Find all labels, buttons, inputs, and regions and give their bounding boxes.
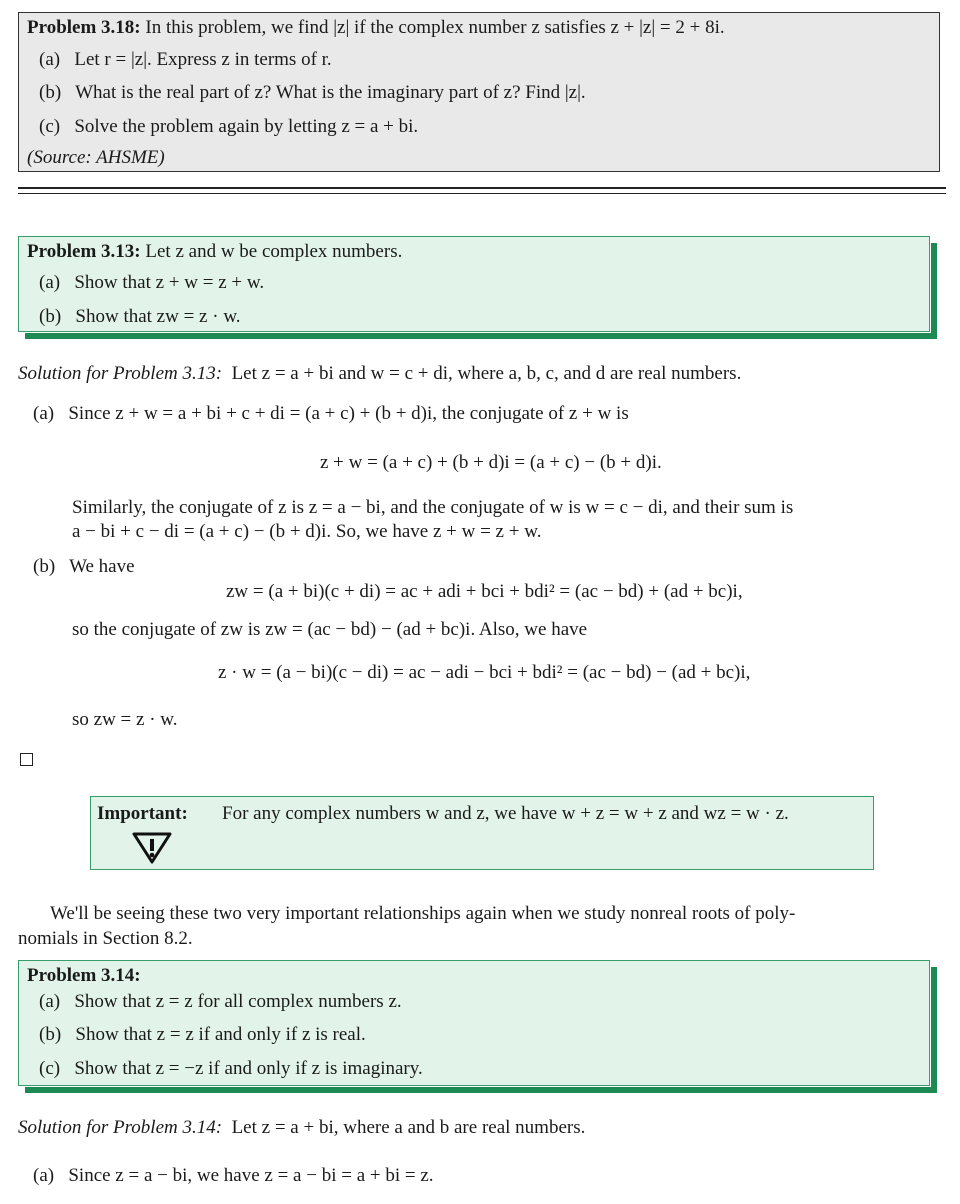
solution-3-13-part-b: (b) We have (33, 556, 135, 577)
problem-3-13-title: Problem 3.13: (27, 241, 141, 262)
problem-3-14-part-a: (a) Show that z = z for all complex numbers z. (39, 991, 402, 1012)
problem-3-13-part-a: (a) Show that z + w = z + w. (39, 272, 265, 293)
problem-3-18-source: (Source: AHSME) (27, 147, 165, 168)
box-shadow (931, 243, 937, 339)
problem-3-14-title-line (27, 965, 141, 988)
box-shadow (25, 1087, 937, 1093)
solution-3-13-equation-b1: zw = (a + bi)(c + di) = ac + adi + bci + bdi² = (ac − bd) + (ad + bc)i, (226, 581, 743, 602)
paragraph-line-2: nomials in Section 8.2. (18, 928, 193, 949)
problem-3-14-box (18, 960, 930, 1086)
problem-3-18-part-b: (b) What is the real part of z? What is the imaginary part of z? Find |z|. (39, 82, 586, 103)
problem-3-18-statement-line (27, 17, 725, 40)
problem-3-13-statement: Let z and w be complex numbers. (145, 241, 403, 262)
problem-3-14-part-c: (c) Show that z = −z if and only if z is imaginary. (39, 1058, 423, 1079)
problem-3-13-statement-line (27, 241, 402, 264)
important-text: For any complex numbers w and z, we have w + z = w + z and wz = w · z. (222, 803, 789, 824)
problem-3-14-part-b: (b) Show that z = z if and only if z is real. (39, 1024, 366, 1045)
solution-3-14-heading: Solution for Problem 3.14: (18, 1117, 223, 1138)
solution-3-13-heading-line (18, 363, 741, 386)
section-divider (18, 187, 946, 189)
solution-3-13-intro: Let z = a + bi and w = c + di, where a, b, c, and d are real numbers. (231, 363, 742, 384)
solution-3-14-part-a: (a) Since z = a − bi, we have z = a − bi = a + bi = z. (33, 1165, 434, 1186)
problem-3-18-part-c: (c) Solve the problem again by letting z = a + bi. (39, 116, 419, 137)
important-label: Important: (97, 803, 188, 824)
problem-3-18-title: Problem 3.18: (27, 17, 141, 38)
solution-3-13-equation-b2: z · w = (a − bi)(c − di) = ac − adi − bci + bdi² = (ac − bd) − (ad + bc)i, (218, 662, 751, 683)
problem-3-18-statement: In this problem, we find |z| if the complex number z satisfies z + |z| = 2 + 8i. (145, 17, 725, 38)
solution-3-13-heading: Solution for Problem 3.13: (18, 363, 223, 384)
solution-3-13-similarly-line-2: a − bi + c − di = (a + c) − (b + d)i. So, we have z + w = z + w. (72, 521, 542, 542)
warning-triangle-icon (131, 831, 173, 865)
solution-3-13-text-b2: so the conjugate of zw is zw = (ac − bd) − (ad + bc)i. Also, we have (72, 619, 588, 640)
solution-3-13-equation-a: z + w = (a + c) + (b + d)i = (a + c) − (b + d)i. (320, 452, 662, 473)
paragraph-line-1: We'll be seeing these two very important relationships again when we study nonreal roots of poly- (50, 903, 796, 924)
solution-3-14-intro: Let z = a + bi, where a and b are real numbers. (231, 1117, 586, 1138)
problem-3-13-box (18, 236, 930, 332)
solution-3-13-part-a: (a) Since z + w = a + bi + c + di = (a + c) + (b + d)i, the conjugate of z + w is (33, 403, 629, 424)
solution-3-14-heading-line (18, 1117, 585, 1140)
problem-3-14-title: Problem 3.14: (27, 965, 141, 986)
important-box (90, 796, 874, 870)
solution-3-13-similarly-line-1: Similarly, the conjugate of z is z = a − bi, and the conjugate of w is w = c − di, and their sum is (72, 497, 794, 518)
problem-3-13-part-b: (b) Show that zw = z · w. (39, 306, 241, 327)
section-divider-thin (18, 193, 946, 194)
solution-3-13-conclusion: so zw = z · w. (72, 709, 178, 730)
problem-3-18-part-a: (a) Let r = |z|. Express z in terms of r. (39, 49, 332, 70)
box-shadow (931, 967, 937, 1093)
qed-square-icon (20, 753, 33, 766)
box-shadow (25, 333, 937, 339)
problem-3-18-box (18, 12, 940, 172)
